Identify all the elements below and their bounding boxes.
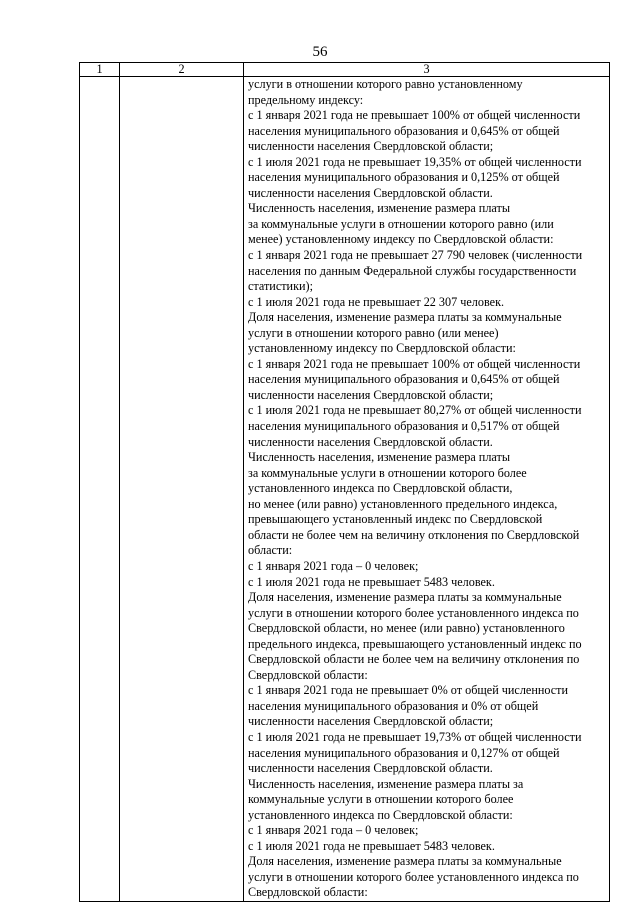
text-line: Численность населения, изменение размера платы за — [248, 776, 524, 791]
table-header-row — [80, 63, 610, 77]
text-line: предельного индекса, превышающего установленный индекс по — [248, 636, 582, 651]
text-line: населения муниципального образования и 0,645% от общей — [248, 123, 560, 138]
text-line: коммунальные услуги в отношении которого более — [248, 792, 514, 807]
text-line: с 1 января 2021 года не превышает 0% от общей численности — [248, 683, 569, 698]
table-row — [80, 77, 610, 902]
text-line: с 1 января 2021 года не превышает 27 790 человек (численности — [248, 248, 583, 263]
text-line: с 1 января 2021 года – 0 человек; — [248, 558, 419, 573]
text-line: Численность населения, изменение размера платы — [248, 201, 511, 216]
text-line: Доля населения, изменение размера платы за коммунальные — [248, 310, 562, 325]
text-line: населения муниципального образования и 0,645% от общей — [248, 372, 560, 387]
text-line: населения муниципального образования и 0,125% от общей — [248, 170, 560, 185]
text-line: с 1 января 2021 года не превышает 100% от общей численности — [248, 108, 581, 123]
text-line: услуги в отношении которого более установленного индекса по — [248, 605, 579, 620]
text-line: численности населения Свердловской области. — [248, 761, 493, 776]
text-line: с 1 июля 2021 года не превышает 5483 человек. — [248, 574, 495, 589]
text-line: Численность населения, изменение размера платы — [248, 450, 511, 465]
text-line: статистики); — [248, 279, 313, 294]
text-line: населения муниципального образования и 0,517% от общей — [248, 419, 560, 434]
text-line: Доля населения, изменение размера платы за коммунальные — [248, 854, 562, 869]
text-line: численности населения Свердловской области. — [248, 185, 493, 200]
text-line: за коммунальные услуги в отношении которого более — [248, 465, 527, 480]
text-line: Свердловской области: — [248, 885, 368, 900]
text-line: с 1 июля 2021 года не превышает 5483 человек. — [248, 838, 495, 853]
text-line: Доля населения, изменение размера платы за коммунальные — [248, 590, 562, 605]
text-line: услуги в отношении которого равно установленному — [248, 77, 523, 91]
text-line: Свердловской области, но менее (или равно) установленного — [248, 621, 565, 636]
text-line: населения муниципального образования и 0,127% от общей — [248, 745, 560, 760]
text-line: численности населения Свердловской области. — [248, 434, 493, 449]
text-line: Свердловской области: — [248, 667, 368, 682]
page-number: 56 — [312, 44, 328, 60]
text-line: услуги в отношении которого равно (или менее) — [248, 325, 499, 340]
cell-col-1 — [80, 77, 120, 902]
header-col-1: 1 — [80, 63, 120, 77]
text-line: области: — [248, 543, 293, 558]
header-col-2: 2 — [120, 63, 244, 77]
document-table — [79, 62, 610, 902]
text-line: с 1 июля 2021 года не превышает 19,35% от общей численности — [248, 154, 582, 169]
text-line: с 1 января 2021 года не превышает 100% от общей численности — [248, 356, 581, 371]
text-line: с 1 июля 2021 года не превышает 19,73% от общей численности — [248, 729, 582, 744]
text-line: установленному индексу по Свердловской области: — [248, 341, 516, 356]
text-line: но менее (или равно) установленного предельного индекса, — [248, 496, 558, 511]
text-line: превышающего установленный индекс по Свердловской — [248, 512, 543, 527]
text-line: с 1 июля 2021 года не превышает 22 307 человек. — [248, 294, 505, 309]
text-line: с 1 июля 2021 года не превышает 80,27% от общей численности — [248, 403, 582, 418]
text-line: с 1 января 2021 года – 0 человек; — [248, 823, 419, 838]
text-line: услуги в отношении которого более установленного индекса по — [248, 869, 579, 884]
text-line: численности населения Свердловской области; — [248, 387, 494, 402]
text-line: численности населения Свердловской области; — [248, 714, 494, 729]
text-line: Свердловской области не более чем на величину отклонения по — [248, 652, 580, 667]
text-line: населения муниципального образования и 0% от общей — [248, 698, 539, 713]
text-line: установленного индекса по Свердловской области: — [248, 807, 513, 822]
text-line: населения по данным Федеральной службы государственности — [248, 263, 577, 278]
cell-col-2 — [120, 77, 244, 902]
text-line: области не более чем на величину отклонения по Свердловской — [248, 527, 580, 542]
text-line: численности населения Свердловской области; — [248, 139, 494, 154]
text-line: за коммунальные услуги в отношении которого равно (или — [248, 216, 554, 231]
cell-col-3-text — [244, 77, 610, 902]
header-col-3: 3 — [244, 63, 610, 77]
text-line: предельному индексу: — [248, 92, 364, 107]
text-line: установленного индекса по Свердловской области, — [248, 481, 513, 496]
text-line: менее) установленному индексу по Свердловской области: — [248, 232, 554, 247]
